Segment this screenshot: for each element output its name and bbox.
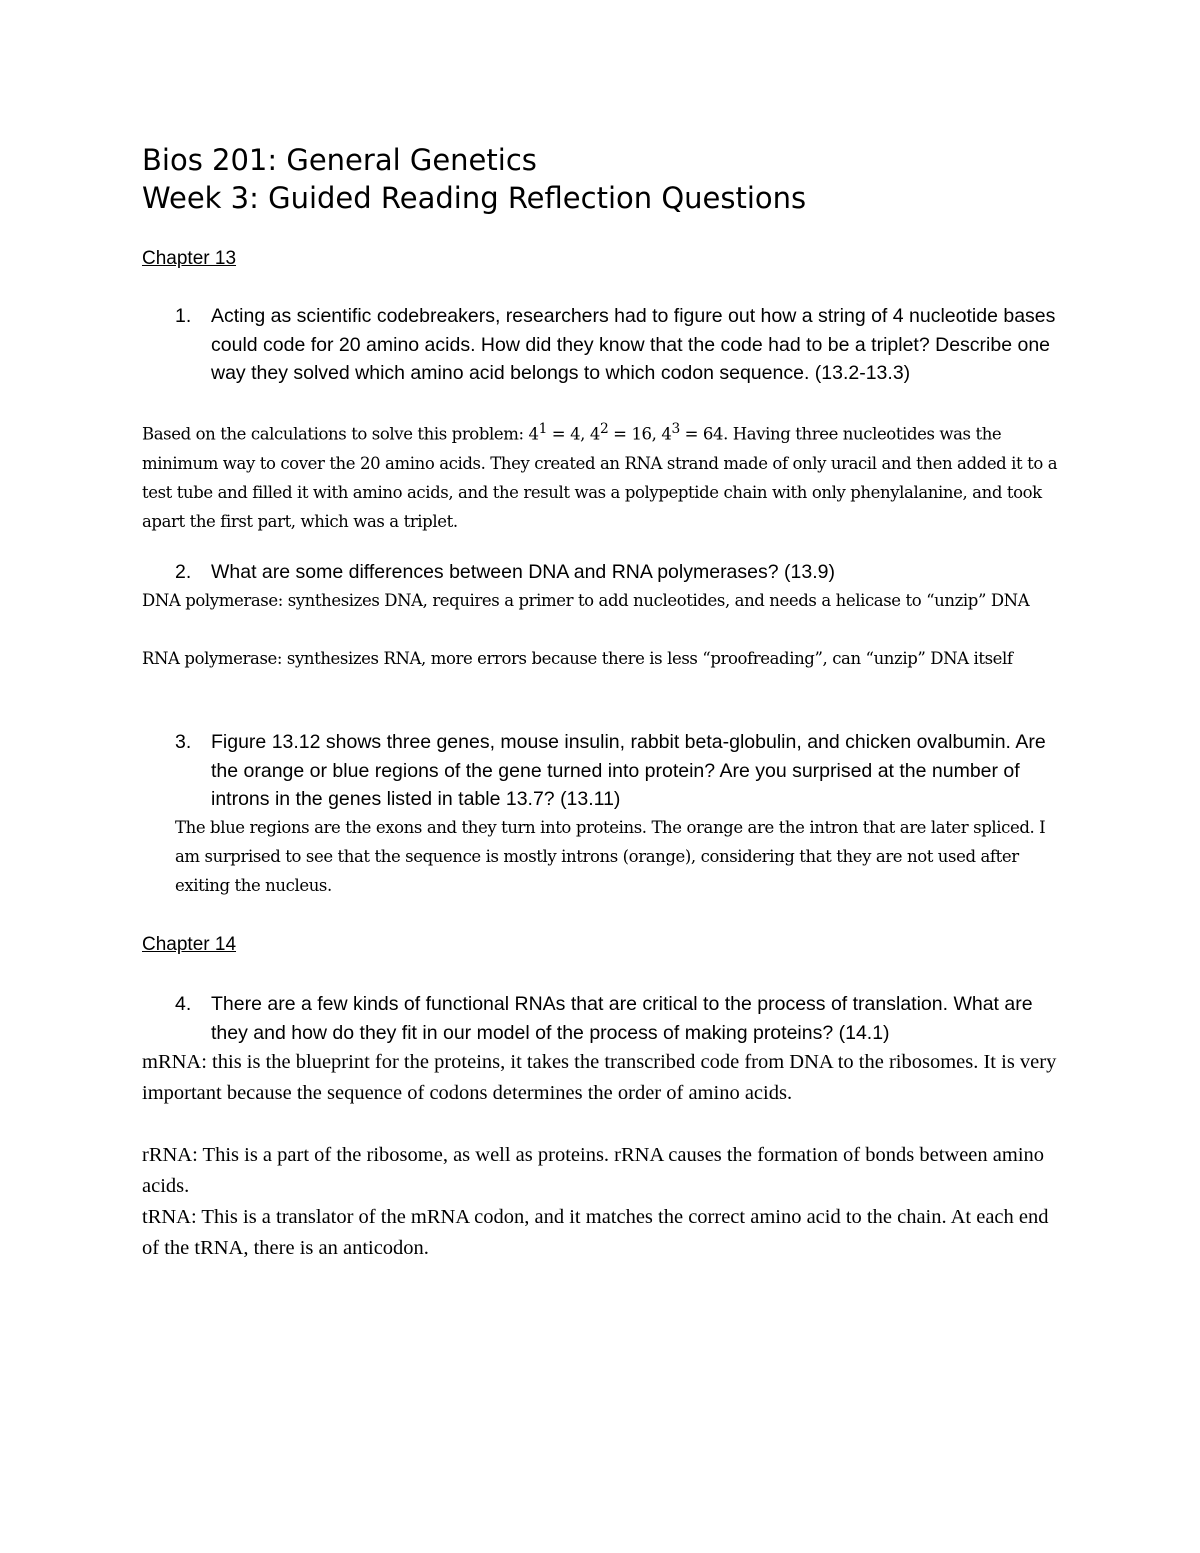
question-number: 1. <box>175 305 192 327</box>
answer-text <box>142 415 1062 536</box>
answer-text: RNA polymerase: synthesizes RNA, more errors because there is less “proofreading”, can “unzip” DNA itself <box>142 649 1013 668</box>
answer-segment: = 4, 4 <box>546 424 600 444</box>
question-text: There are a few kinds of functional RNAs that are critical to the process of translation. What are they and how do they fit in our model of the process of making proteins? (14.1) <box>211 993 1033 1044</box>
question-number: 4. <box>175 993 192 1015</box>
answer-text: rRNA: This is a part of the ribosome, as well as proteins. rRNA causes the formation of bonds between amino acids. <box>142 1144 1045 1197</box>
exponent: 2 <box>599 421 609 437</box>
question-number: 3. <box>175 731 192 753</box>
document-subtitle: Week 3: Guided Reading Reflection Questions <box>142 181 807 215</box>
answer-text: DNA polymerase: synthesizes DNA, requires a primer to add nucleotides, and needs a helicase to “unzip” DNA <box>142 591 1030 610</box>
question-text: Acting as scientific codebreakers, researchers had to figure out how a string of 4 nucleotide bases could code for 20 amino acids. How did they know that the code had to be a triplet? Describe one way they solved which amino acid belongs to which codon sequence. (13.2-13.3) <box>211 305 1056 384</box>
answer-text: tRNA: This is a translator of the mRNA codon, and it matches the correct amino acid to the chain. At each end of the tRNA, there is an anticodon. <box>142 1206 1049 1259</box>
exponent: 1 <box>538 421 547 437</box>
answer-segment: = 16, 4 <box>608 424 672 444</box>
document-title: Bios 201: General Genetics <box>142 143 537 177</box>
question-text: What are some differences between DNA and RNA polymerases? (13.9) <box>211 561 835 583</box>
answer-segment: Based on the calculations to solve this problem: 4 <box>142 424 539 444</box>
exponent: 3 <box>671 421 680 437</box>
answer-segment: = 64. Having three nucleotides was the minimum way to cover the 20 amino acids. They created an RNA strand made of only uracil and then added it to a test tube and filled it with amino acids, and the result was a polypeptide chain with only phenylalanine, and took apart the first part, which was a triplet. <box>142 424 1058 531</box>
question-number: 2. <box>175 561 192 583</box>
chapter-heading-13: Chapter 13 <box>142 248 237 269</box>
answer-text: mRNA: this is the blueprint for the proteins, it takes the transcribed code from DNA to the ribosomes. It is very important because the sequence of codons determines the order of amino acids. <box>142 1051 1057 1104</box>
answer-text: The blue regions are the exons and they turn into proteins. The orange are the intron that are later spliced. I am surprised to see that the sequence is mostly introns (orange), considering that they are not used after exiting the nucleus. <box>175 818 1046 895</box>
chapter-heading-14: Chapter 14 <box>142 934 237 955</box>
question-text: Figure 13.12 shows three genes, mouse insulin, rabbit beta-globulin, and chicken ovalbumin. Are the orange or blue regions of the gene turned into protein? Are you surprised at the number of introns in the genes listed in table 13.7? (13.11) <box>211 731 1046 810</box>
